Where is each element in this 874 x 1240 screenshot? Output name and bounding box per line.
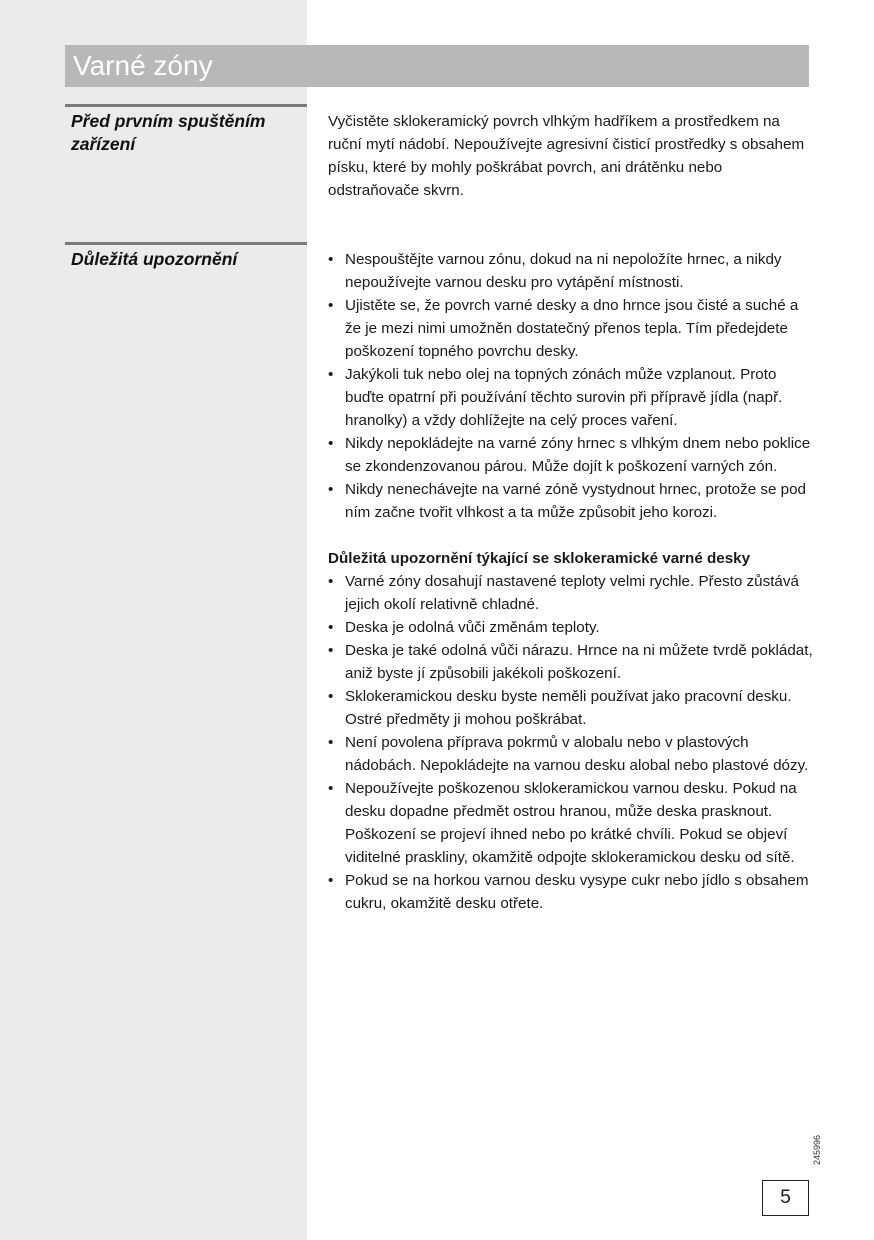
bullet-icon: •	[328, 297, 334, 314]
list-item: • Deska je také odolná vůči nárazu. Hrnce na ni můžete tvrdě pokládat, aniž byste jí způsobili jakékoli poškození.	[328, 639, 813, 685]
bullet-icon: •	[328, 481, 334, 498]
bullet-icon: •	[328, 872, 334, 889]
left-margin-panel	[0, 0, 307, 1240]
list-item: • Nikdy nenechávejte na varné zóně vystydnout hrnec, protože se pod ním začne tvořit vlhkost a ta může způsobit jeho korozi.	[328, 478, 813, 524]
section-content-warnings	[328, 248, 813, 915]
bullet-icon: •	[328, 366, 334, 383]
list-item: • Není povolena příprava pokrmů v alobalu nebo v plastových nádobách. Nepokládejte na varnou desku alobal nebo plastové dózy.	[328, 731, 813, 777]
section-divider	[65, 104, 307, 107]
bullet-icon: •	[328, 688, 334, 705]
warning-list	[328, 248, 813, 524]
section-heading-warnings: Důležitá upozornění	[71, 249, 238, 269]
bullet-icon: •	[328, 642, 334, 659]
ceramic-warning-list	[328, 570, 813, 915]
list-item: • Ujistěte se, že povrch varné desky a dno hrnce jsou čisté a suché a že je mezi nimi umožněn dostatečný přenos tepla. Tím předejdete poškození topného povrchu desky.	[328, 294, 813, 363]
list-item: • Sklokeramickou desku byste neměli používat jako pracovní desku. Ostré předměty ji mohou poškrábat.	[328, 685, 813, 731]
list-item: • Nespouštějte varnou zónu, dokud na ni nepoložíte hrnec, a nikdy nepoužívejte varnou desku pro vytápění místnosti.	[328, 248, 813, 294]
bullet-icon: •	[328, 734, 334, 751]
bullet-icon: •	[328, 251, 334, 268]
section-heading-first-use: Před prvním spuštěním zařízení	[71, 111, 266, 154]
document-code: 245996	[812, 1134, 822, 1165]
page-title-bar	[65, 45, 809, 87]
first-use-paragraph: Vyčistěte sklokeramický povrch vlhkým hadříkem a prostředkem na ruční mytí nádobí. Nepoužívejte agresivní čisticí prostředky s obsahem písku, které by mohly poškrábat povrch, ani drátěnku nebo odstraňovače skvrn.	[328, 113, 805, 199]
list-item: • Pokud se na horkou varnou desku vysype cukr nebo jídlo s obsahem cukru, okamžitě desku otřete.	[328, 869, 813, 915]
bullet-icon: •	[328, 619, 334, 636]
bullet-icon: •	[328, 780, 334, 797]
list-item: • Nikdy nepokládejte na varné zóny hrnec s vlhkým dnem nebo poklice se zkondenzovanou párou. Může dojít k poškození varných zón.	[328, 432, 813, 478]
list-item: • Deska je odolná vůči změnám teploty.	[328, 616, 813, 639]
section-content-first-use	[328, 110, 813, 202]
list-item: • Varné zóny dosahují nastavené teploty velmi rychle. Přesto zůstává jejich okolí relativně chladné.	[328, 570, 813, 616]
bullet-icon: •	[328, 573, 334, 590]
bullet-icon: •	[328, 435, 334, 452]
page-number: 5	[762, 1180, 809, 1216]
list-item: • Nepoužívejte poškozenou sklokeramickou varnou desku. Pokud na desku dopadne předmět ostrou hranou, může deska prasknout. Poškození se projeví ihned nebo po krátké chvíli. Pokud se objeví viditelné praskliny, okamžitě odpojte sklokeramickou desku od sítě.	[328, 777, 813, 869]
list-item: • Jakýkoli tuk nebo olej na topných zónách může vzplanout. Proto buďte opatrní při používání těchto surovin při přípravě jídla (např. hranolky) a vždy dohlížejte na celý proces vaření.	[328, 363, 813, 432]
section-divider	[65, 242, 307, 245]
ceramic-subheading: Důležitá upozornění týkající se sklokeramické varné desky	[328, 550, 751, 567]
page-title: Varné zóny	[73, 50, 213, 81]
